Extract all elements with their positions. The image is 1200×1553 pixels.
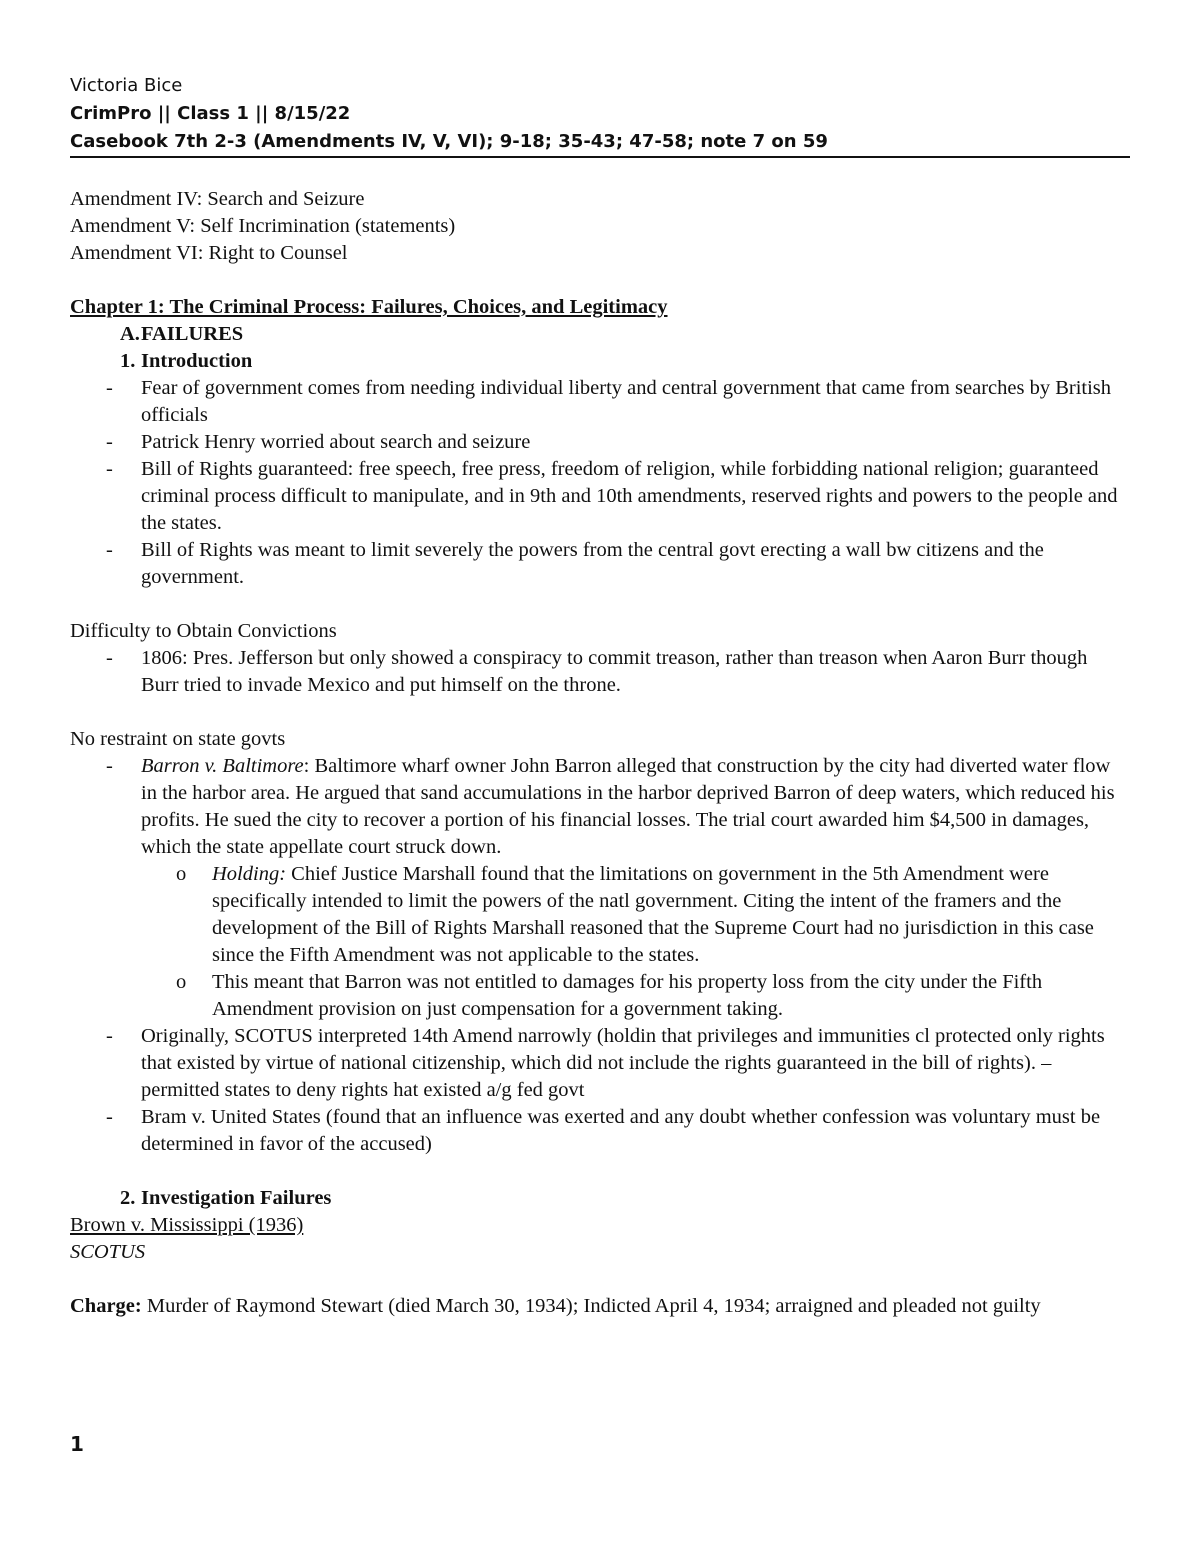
intro-bullet-4: Bill of Rights was meant to limit severely the powers from the central govt erecting a wall bw citizens and the government. <box>141 539 1044 588</box>
list-item <box>70 375 1130 429</box>
dash-marker: - <box>106 647 113 669</box>
intro-bullet-1: Fear of government comes from needing individual liberty and central government that came from searches by British officials <box>141 377 1112 426</box>
case-title: Brown v. Mississippi (1936) <box>70 1214 304 1236</box>
intro-bullet-2: Patrick Henry worried about search and seizure <box>141 431 531 453</box>
list-item <box>70 753 1130 861</box>
chapter-title: Chapter 1: The Criminal Process: Failures, Choices, and Legitimacy <box>70 296 668 318</box>
list-item <box>70 969 1130 1023</box>
amendment-iv: Amendment IV: Search and Seizure <box>70 188 365 210</box>
bram-bullet: Bram v. United States (found that an influence was exerted and any doubt whether confession was voluntary must be determined in favor of the accused) <box>141 1106 1101 1155</box>
convictions-bullet-1: 1806: Pres. Jefferson but only showed a conspiracy to commit treason, rather than treason when Aaron Burr though Burr tried to invade Mexico and put himself on the throne. <box>141 647 1088 696</box>
intro-heading <box>70 348 1130 375</box>
document-page <box>70 72 1130 1320</box>
intro-marker: 1. <box>120 350 136 372</box>
charge-text: Murder of Raymond Stewart (died March 30, 1934); Indicted April 4, 1934; arraigned and pleaded not guilty <box>141 1295 1041 1317</box>
meaning-text: This meant that Barron was not entitled to damages for his property loss from the city under the Fifth Amendment provision on just compensation for a government taking. <box>212 971 1043 1020</box>
dash-marker: - <box>106 377 113 399</box>
list-item <box>70 456 1130 537</box>
list-item <box>70 429 1130 456</box>
dash-marker: - <box>106 431 113 453</box>
charge-label: Charge: <box>70 1295 142 1317</box>
page-number: 1 <box>70 1432 84 1456</box>
state-govts-heading: No restraint on state govts <box>70 728 286 750</box>
holding-text: Chief Justice Marshall found that the limitations on government in the 5th Amendment were specifically intended to limit the powers of the natl government. Citing the intent of the framers and the development of the Bill of Rights Marshall reasoned that the Supreme Court had no jurisdiction in this case since the Fifth Amendment was not applicable to the states. <box>212 863 1094 966</box>
investigation-marker: 2. <box>120 1187 136 1209</box>
intro-label: Introduction <box>141 350 253 372</box>
barron-case-name: Barron v. Baltimore <box>141 755 304 777</box>
circle-marker: o <box>176 971 187 993</box>
list-item <box>70 537 1130 591</box>
author-name: Victoria Bice <box>70 75 183 96</box>
intro-bullet-3: Bill of Rights guaranteed: free speech, free press, freedom of religion, while forbidding national religion; guaranteed criminal process difficult to manipulate, and in 9th and 10th amendments, reserved rights and powers to the people and the states. <box>141 458 1118 534</box>
dash-marker: - <box>106 539 113 561</box>
investigation-heading <box>70 1185 1130 1212</box>
amendments-list <box>70 186 1130 267</box>
section-a-marker: A. <box>120 323 140 345</box>
dash-marker: - <box>106 755 113 777</box>
list-item <box>70 861 1130 969</box>
class-line: CrimPro || Class 1 || 8/15/22 <box>70 103 351 124</box>
dash-marker: - <box>106 458 113 480</box>
circle-marker: o <box>176 863 187 885</box>
document-header <box>70 72 1130 158</box>
charge-paragraph <box>70 1293 1130 1320</box>
dash-marker: - <box>106 1025 113 1047</box>
list-item <box>70 1104 1130 1158</box>
scotus-14th-bullet: Originally, SCOTUS interpreted 14th Amend narrowly (holdin that privileges and immunities cl protected only rights that existed by virtue of national citizenship, which did not include the rights guaranteed in the bill of rights). – permitted states to deny rights hat existed a/g fed govt <box>141 1025 1105 1101</box>
court-name: SCOTUS <box>70 1241 146 1263</box>
convictions-heading: Difficulty to Obtain Convictions <box>70 620 337 642</box>
barron-text: : Baltimore wharf owner John Barron alleged that construction by the city had diverted water flow in the harbor area. He argued that sand accumulations in the harbor deprived Barron of deep waters, which reduced his profits. He sued the city to recover a portion of his financial losses. The trial court awarded him $4,500 in damages, which the state appellate court struck down. <box>141 755 1115 858</box>
investigation-label: Investigation Failures <box>141 1187 332 1209</box>
section-a-label: FAILURES <box>141 323 244 345</box>
amendment-vi: Amendment VI: Right to Counsel <box>70 242 348 264</box>
list-item <box>70 1023 1130 1104</box>
list-item <box>70 645 1130 699</box>
section-a-heading <box>70 321 1130 348</box>
amendment-v: Amendment V: Self Incrimination (statements) <box>70 215 456 237</box>
reading-assignment: Casebook 7th 2-3 (Amendments IV, V, VI); 9-18; 35-43; 47-58; note 7 on 59 <box>70 131 828 152</box>
dash-marker: - <box>106 1106 113 1128</box>
holding-label: Holding: <box>212 863 287 885</box>
